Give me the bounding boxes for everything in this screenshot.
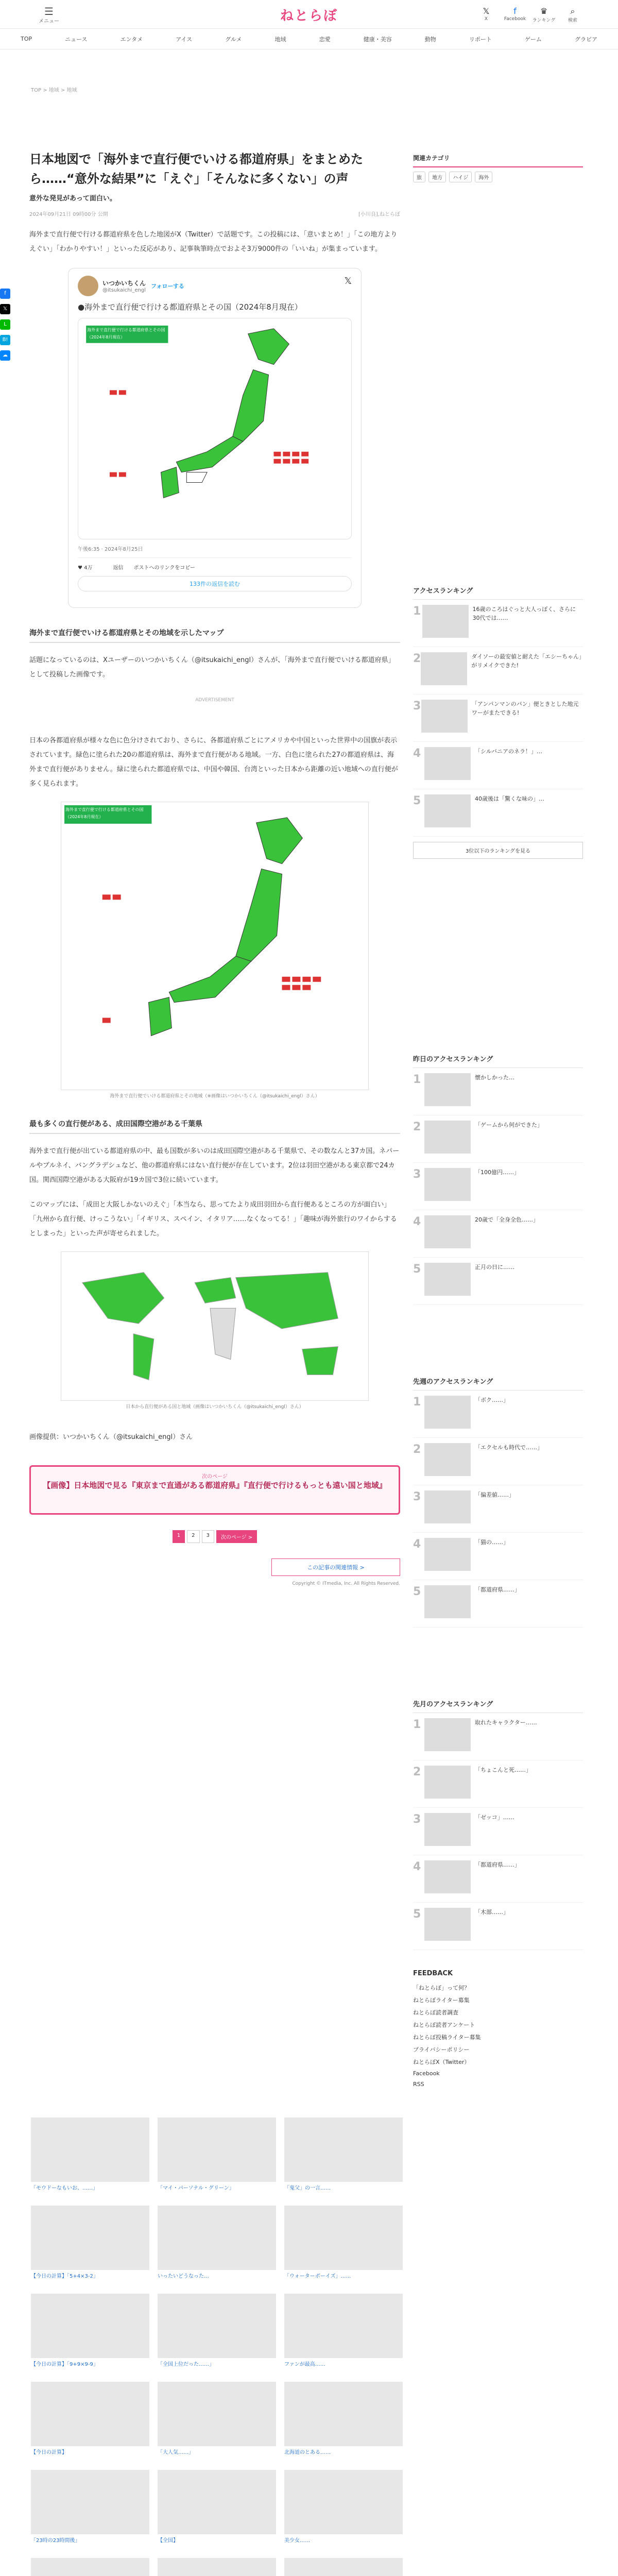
x-link[interactable]: 𝕏 X [472,6,501,23]
x-logo-icon[interactable]: 𝕏 [344,276,352,286]
tag[interactable]: 旅 [413,172,425,182]
avatar[interactable] [78,276,98,296]
ranking-item[interactable]: 1 16歳のころはぐっと大人っぽく、さらに30代では…… [413,600,583,647]
article-meta [29,210,400,217]
map-label: 海外まで直行便で行ける都道府県とその国（2024年8月現在） [87,327,165,340]
feedback-title: FEEDBACK [413,1970,453,1977]
thumbnail[interactable] [31,2470,149,2534]
more-ranking-button[interactable]: 3位以下のランキングを見る [413,842,583,859]
ranking-item[interactable]: 3 「ゼッコ」…… [413,1808,583,1855]
paragraph: 日本の各都道府県が様々な色に色分けされており、さらに、各都道府県ごとにアメリカや中国といった世界中の国旗が表示されています。緑色に塗られた20の都道府県は、海外まで直行便がある地域。一方、白色に塗られた27の都道府県は、海外まで直行便がありません。緑に塗られた都道府県では、中国や韓国、台湾といった日本から距離の近い地域への直行便が多く見られます。 [29,737,398,788]
related-info-button[interactable]: この記事の関連情報 > [271,1558,400,1576]
ranking-item[interactable]: 4 20歳で「全身全色……」 [413,1210,583,1258]
nav-item[interactable]: TOP [21,36,32,42]
page-link[interactable]: 3 [202,1530,214,1543]
recommended-card[interactable]: 「23時の23時間後」 [31,2470,149,2545]
reply-button[interactable]: 返信 [113,565,124,571]
x-share-icon[interactable]: 𝕏 [0,304,10,314]
recommended-card[interactable] [31,2558,149,2576]
thumbnail[interactable] [424,1766,471,1799]
recommended-card[interactable]: 「モウドーなもいお、……」 [31,2117,149,2192]
thumbnail[interactable] [424,1908,471,1941]
category-title: 関連カテゴリ [413,155,450,162]
copy-link-button[interactable]: ポストへのリンクをコピー [133,565,195,571]
recommended-card[interactable]: 美少女…… [284,2470,403,2545]
ranking-item[interactable]: 5 「木部……」 [413,1903,583,1950]
feedback-link[interactable]: ねとらぼライター募集 [413,1997,470,2004]
thumbnail[interactable] [421,700,468,733]
paragraph: 海外まで直行便が出ている都道府県の中、最も国数が多いのは成田国際空港がある千葉県で、その数なんと37カ国。ネパールやブルネイ、バングラデシュなど、他の都道府県にはない直行便が存在しています。2位は羽田空港がある東京都で24カ国。関西国際空港がある大阪府が19カ国で3位に続いています。 [29,1147,400,1184]
section-heading: 海外まで直行便でいける都道府県とその地域を示したマップ [29,623,400,643]
ranking-link[interactable]: ♛ ランキング [529,6,558,23]
nav-item[interactable]: エンタメ [120,36,143,43]
thumbnail[interactable] [31,2294,149,2358]
hamburger-icon: ☰ [44,5,54,18]
ad-label: ADVERTISEMENT [195,698,234,703]
thumbnail[interactable] [31,2382,149,2446]
tweet-time[interactable]: 午後6:35 · 2024年8月25日 [78,547,143,552]
ranking-item[interactable]: 4 「シルバニアのネラ！」… [413,742,583,789]
thumbnail[interactable] [284,2470,403,2534]
recommended-card[interactable]: 北海道のとある…… [284,2382,403,2456]
article [29,149,400,1586]
breadcrumb[interactable]: TOP > 地域 > 地域 [31,88,77,93]
article-title: 日本地図で「海外まで直行便でいける都道府県」をまとめたら……“意外な結果”に「えぐ」「そんなに多くない」の声 [29,152,363,186]
ranking-item[interactable]: 4 「都道府県……」 [413,1855,583,1903]
recommended-card[interactable]: 「鬼父」の一言…… [284,2117,403,2192]
ranking-item[interactable]: 1 懐かしかった… [413,1068,583,1115]
follow-button[interactable]: フォローする [151,283,184,290]
tag[interactable]: ハイジ [449,172,472,182]
thumbnail[interactable] [284,2206,403,2270]
thumbnail[interactable] [422,605,469,638]
thumbnail[interactable] [424,1396,471,1429]
hatena-share-icon[interactable]: B! [0,335,10,345]
thumbnail[interactable] [31,2117,149,2182]
recommended-card[interactable]: 「ウォーターボーイズ」…… [284,2206,403,2280]
nav-item[interactable]: グラビア [574,36,597,43]
thumbnail[interactable] [424,1585,471,1618]
nav-item[interactable]: 動物 [424,36,436,43]
ranking-title: 先週のアクセスランキング [413,1372,583,1391]
thumbnail[interactable] [284,2117,403,2182]
search-button[interactable]: ⌕ 検索 [558,6,587,23]
thumbnail[interactable] [424,1443,471,1476]
thumbnail[interactable] [424,747,471,780]
nav-item[interactable]: グルメ [225,36,242,43]
nav-item[interactable]: ニュース [65,36,88,43]
thumbnail[interactable] [158,2382,276,2446]
thumbnail[interactable] [31,2558,149,2576]
ranking-item[interactable]: 5 40歳後は「驚くな味の」… [413,789,583,837]
thumbnail[interactable] [158,2470,276,2534]
article-subtitle: 意外な発見があって面白い。 [29,195,116,202]
feedback-link[interactable]: ねとらぼ読者調査 [413,2009,458,2016]
feedback-link[interactable]: ねとらぼ読者アンケート [413,2022,475,2028]
ranking-item[interactable]: 3 「100億円……」 [413,1163,583,1210]
section-heading: 最も多くの直行便がある、成田国際空港がある千葉県 [29,1114,400,1134]
paragraph: このマップには、「成田と大阪しかないのえぐ」「本当なら、思ってたより成田羽田から直行便あるところの方が面白い」「九州から直行便、けっこうない」「イギリス、スペイン、イタリア……なくなってる！」「趣味が海外旅行のワイからするとしまった」といった声が寄せられました。 [29,1201,397,1238]
nav-item[interactable]: 地域 [274,36,286,43]
page-link[interactable]: 1 [173,1530,185,1543]
ranking-item[interactable]: 5 「都道府県……」 [413,1580,583,1628]
next-page-button[interactable]: 次のページ > [216,1530,257,1543]
ranking-item[interactable]: 1 取れたキャラクター…… [413,1713,583,1760]
copyright: Copyright © ITmedia, Inc. All Rights Reserved. [292,1581,400,1586]
recommended-card[interactable]: 「マイ・パーソナル・グリーン」 [158,2117,276,2192]
map-label: 海外まで直行便で行ける都道府県とその国（2024年8月現在） [65,807,144,819]
thumbnail[interactable] [31,2206,149,2270]
thumbnail[interactable] [158,2558,276,2576]
recommended-card[interactable]: ファンが最高…… [284,2294,403,2368]
ranking-item[interactable]: 3 「偏差値……」 [413,1485,583,1533]
thumbnail[interactable] [424,1073,471,1106]
nav-item[interactable]: アイス [176,36,193,43]
tweet-text: ●海外まで直行便で行ける都道府県とその国（2024年8月現在） [78,302,302,312]
feedback-link[interactable]: Facebook [413,2070,440,2077]
feedback-link[interactable]: プライバシーポリシー [413,2046,470,2053]
thumbnail[interactable] [424,1718,471,1751]
top-header [0,0,618,29]
nav-item[interactable]: ゲーム [524,36,542,43]
pagination [29,1530,400,1543]
like-button[interactable]: ♥ 4万 [78,565,93,571]
like-count: 4万 [84,565,93,571]
ranking-title: 先月のアクセスランキング [413,1694,583,1713]
recommended-card[interactable]: 「全国上位だった……」 [158,2294,276,2368]
publish-date: 2024年09月21日 09時00分 公開 [29,212,108,217]
recommended-card[interactable] [158,2558,276,2576]
line-share-icon[interactable]: L [0,319,10,330]
thumbnail[interactable] [424,1121,471,1154]
thumbnail[interactable] [158,2206,276,2270]
sidebar [413,149,583,2090]
feedback-link[interactable]: ねとらぼX（Twitter） [413,2059,470,2065]
thumbnail[interactable] [284,2294,403,2358]
next-page-label: 次のページ [202,1474,228,1480]
menu-button[interactable]: ☰ メニュー [31,6,67,24]
recommended-grid [31,2117,403,2576]
ranking-item[interactable]: 2 「エクセルも時代で……」 [413,1438,583,1485]
recommended-card[interactable]: 【今日の計算】「5+4×3-2」 [31,2206,149,2280]
category-nav [0,29,618,49]
recommended-card[interactable]: 【全国】 [158,2470,276,2545]
thumbnail[interactable] [424,1490,471,1523]
figure-caption: 日本から直行便がある国と地域（画像はいつかいちくん（@itsukaichi_engl）さん） [126,1404,304,1410]
nav-item[interactable]: リポート [469,36,492,43]
bluesky-share-icon[interactable]: ☁ [0,350,10,361]
ranking-item[interactable]: 2 「ちょこんと死……」 [413,1760,583,1808]
japan-map-figure[interactable] [61,802,369,1090]
ranking-item[interactable]: 1 「ボク……」 [413,1391,583,1438]
world-map-figure[interactable] [61,1251,369,1401]
tweet-map-image[interactable] [78,318,352,539]
ranking-title: アクセスランキング [413,581,583,600]
ranking-item[interactable]: 4 「猫の……」 [413,1533,583,1580]
thumbnail[interactable] [284,2558,403,2576]
feedback-link[interactable]: ねとらぼ投稿ライター募集 [413,2034,481,2041]
figure-caption: 海外まで直行便でいける都道府県とその地域（※画像はいつかいちくん（@itsukaichi_engl）さん） [110,1094,320,1099]
recommended-card[interactable]: 【今日の計算】 [31,2382,149,2456]
image-source: 画像提供：いつかいちくん（@itsukaichi_engl）さん [29,1433,193,1441]
thumbnail[interactable] [424,1263,471,1296]
nav-item[interactable]: 健康・美容 [363,36,392,43]
ranking-icon: ♛ [540,6,548,16]
thumbnail[interactable] [424,1215,471,1248]
thumbnail[interactable] [158,2294,276,2358]
embedded-tweet[interactable] [68,268,362,608]
search-icon: ⌕ [570,6,575,16]
thumbnail[interactable] [424,1860,471,1893]
ranking-item[interactable]: 3 「アンパンマンのパン」便ときとした地元ワーがまたできる! [413,694,583,742]
recommended-card[interactable]: 「大人気……」 [158,2382,276,2456]
recommended-card[interactable]: 【今日の計算】「9+9×9-9」 [31,2294,149,2368]
paragraph: 話題になっているのは、Xユーザーのいつかいちくん（@itsukaichi_engl）さんが、「海外まで直行便でいける都道府県」として投稿した画像です。 [29,656,395,679]
thumbnail[interactable] [424,794,471,827]
facebook-share-icon[interactable]: f [0,289,10,299]
tag[interactable]: 海外 [475,172,492,182]
ranking-item[interactable]: 2 ダイソーの最安値と耐えた「エシーちゃん」がリメイクできた! [413,647,583,694]
share-bar [0,289,13,366]
ranking-item[interactable]: 2 「ゲームから何ができた」 [413,1115,583,1163]
thumbnail[interactable] [421,652,467,685]
tweet-handle[interactable]: @itsukaichi_engl [102,287,146,293]
page-link[interactable]: 2 [187,1530,199,1543]
nav-item[interactable]: 恋愛 [319,36,331,43]
thumbnail[interactable] [424,1538,471,1571]
read-replies-button[interactable]: 133件の返信を読む [78,576,352,591]
ranking-title: 昨日のアクセスランキング [413,1049,583,1068]
site-logo[interactable]: ねとらぼ [280,8,338,24]
feedback-link[interactable]: 「ねとらぼ」って何？ [413,1985,470,1991]
tweet-author-name[interactable]: いつかいちくん [102,280,146,287]
thumbnail[interactable] [158,2117,276,2182]
x-icon: 𝕏 [483,6,490,16]
thumbnail[interactable] [424,1813,471,1846]
facebook-icon: f [513,6,517,16]
recommended-card[interactable]: いったいどうなった… [158,2206,276,2280]
recommended-card[interactable] [284,2558,403,2576]
facebook-link[interactable]: f Facebook [501,6,529,23]
ranking-item[interactable]: 5 正月の日に…… [413,1258,583,1305]
paragraph: 海外まで直行便で行ける都道府県を色した地図がX（Twitter）で話題です。この投稿には、「意いまとめ！」「この地方よりえぐい」「わかりやすい！」といった反応があり、記事執筆時点でおよそ3万9000件の「いいね」が集まっています。 [29,231,398,253]
next-page-banner[interactable] [29,1465,400,1515]
thumbnail[interactable] [284,2382,403,2446]
tag[interactable]: 地方 [428,172,446,182]
feedback-link[interactable]: RSS [413,2081,424,2088]
next-page-title: 【画像】日本地図で見る『東京まで直通がある都道府県』『直行便で行けるもっとも遠い国と地域』 [43,1481,387,1490]
author[interactable]: [小川良],ねとらぼ [358,212,400,217]
thumbnail[interactable] [424,1168,471,1201]
